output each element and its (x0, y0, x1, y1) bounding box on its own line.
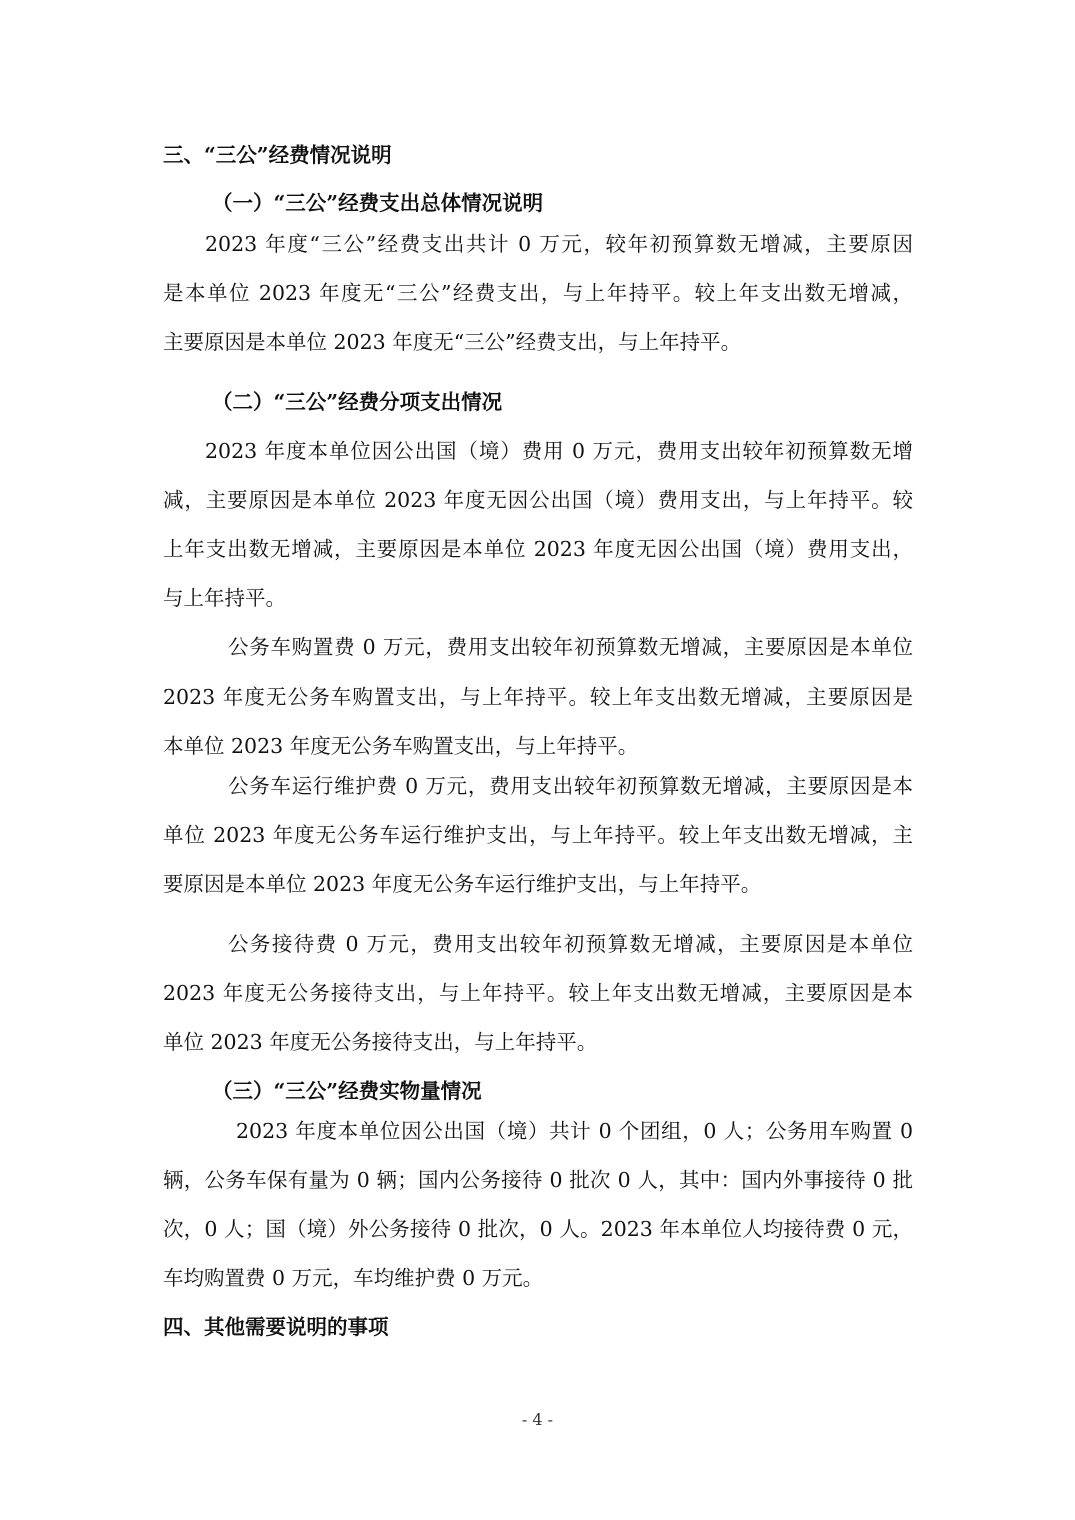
paragraph-line: 本单位 2023 年度无公务车购置支出，与上年持平。 (163, 734, 639, 758)
paragraph-line: 要原因是本单位 2023 年度无公务车运行维护支出，与上年持平。 (163, 872, 762, 896)
paragraph-line: 车均购置费 0 万元，车均维护费 0 万元。 (163, 1266, 544, 1290)
paragraph-line: 辆，公务车保有量为 0 辆；国内公务接待 0 批次 0 人，其中：国内外事接待 0 批 (163, 1168, 913, 1192)
paragraph-line: 次，0 人；国（境）外公务接待 0 批次，0 人。2023 年本单位人均接待费 0 元， (163, 1217, 913, 1241)
section-4-heading: 四、其他需要说明的事项 (163, 1315, 389, 1339)
paragraph-line: 主要原因是本单位 2023 年度无“三公”经费支出，与上年持平。 (163, 330, 742, 354)
paragraph-line: 是本单位 2023 年度无“三公”经费支出，与上年持平。较上年支出数无增减， (163, 281, 913, 305)
paragraph-line: 公务车购置费 0 万元，费用支出较年初预算数无增减，主要原因是本单位 (228, 635, 913, 659)
paragraph-line: 2023 年度本单位因公出国（境）共计 0 个团组，0 人；公务用车购置 0 (236, 1119, 913, 1143)
paragraph-line: 2023 年度本单位因公出国（境）费用 0 万元，费用支出较年初预算数无增 (205, 439, 913, 463)
paragraph-line: 单位 2023 年度无公务车运行维护支出，与上年持平。较上年支出数无增减，主 (163, 823, 913, 847)
subsection-3-heading: （三）“三公”经费实物量情况 (212, 1079, 482, 1103)
paragraph-line: 公务接待费 0 万元，费用支出较年初预算数无增减，主要原因是本单位 (228, 932, 913, 956)
paragraph-line: 公务车运行维护费 0 万元，费用支出较年初预算数无增减，主要原因是本 (228, 774, 913, 798)
paragraph-line: 2023 年度“三公”经费支出共计 0 万元，较年初预算数无增减，主要原因 (205, 232, 913, 256)
paragraph-line: 减，主要原因是本单位 2023 年度无因公出国（境）费用支出，与上年持平。较 (163, 488, 913, 512)
subsection-2-heading: （二）“三公”经费分项支出情况 (212, 390, 503, 414)
paragraph-line: 单位 2023 年度无公务接待支出，与上年持平。 (163, 1030, 598, 1054)
paragraph-line: 与上年持平。 (163, 586, 286, 610)
paragraph-line: 2023 年度无公务接待支出，与上年持平。较上年支出数无增减，主要原因是本 (163, 981, 913, 1005)
subsection-1-heading: （一）“三公”经费支出总体情况说明 (212, 191, 544, 215)
page-number: - 4 - (521, 1410, 554, 1429)
paragraph-line: 2023 年度无公务车购置支出，与上年持平。较上年支出数无增减，主要原因是 (163, 685, 913, 709)
paragraph-line: 上年支出数无增减，主要原因是本单位 2023 年度无因公出国（境）费用支出， (163, 537, 913, 561)
section-3-heading: 三、“三公”经费情况说明 (163, 143, 392, 167)
